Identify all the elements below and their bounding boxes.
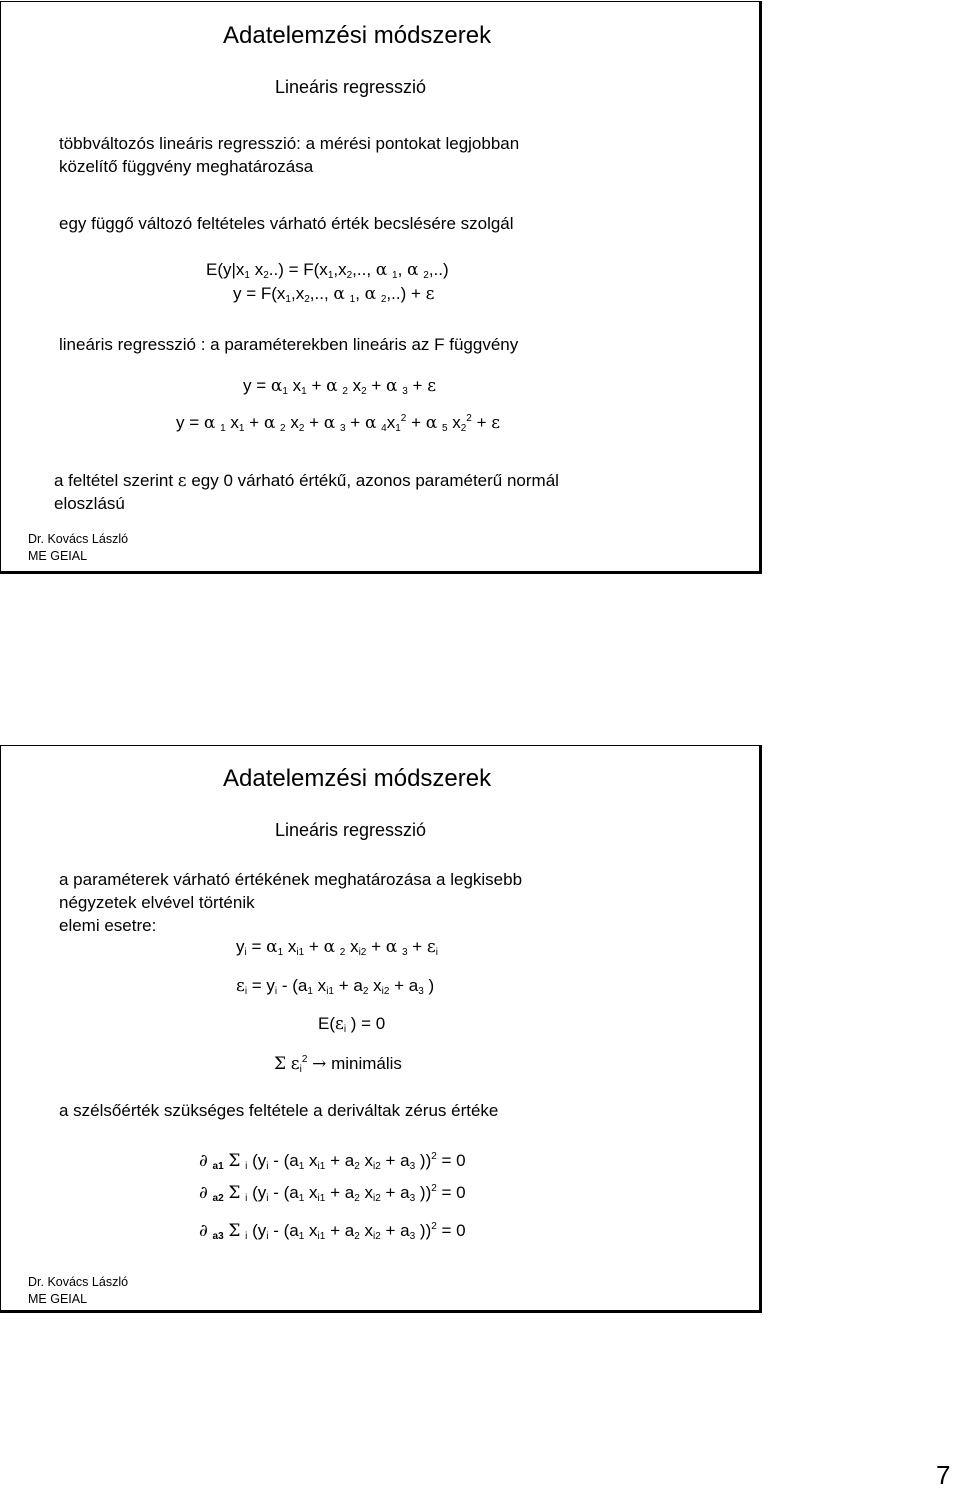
minimal-label: minimális: [331, 1054, 402, 1073]
slide-2-para1-line1: a paraméterek várható értékének meghatározása a legkisebb: [59, 870, 523, 889]
slide-2-title: Adatelemzési módszerek: [223, 765, 492, 792]
para4-part2: egy 0 várható értékű, azonos paraméterű normál: [191, 471, 559, 490]
equation-derivative-a2: ∂ $_{a2}$ Σ $_i$ ($y_i - (a_1$ $x_{i1} + a_2$ $x_{i2} + a_3$ ))$^2$ = 0: [199, 1183, 466, 1204]
slide-2-footer-org: ME GEIAL: [28, 1292, 88, 1306]
page-number: 7: [936, 1460, 951, 1490]
equation-derivative-a1: ∂ $_{a1}$ Σ $_i$ ($y_i - (a_1$ $x_{i1} + a_2$ $x_{i2} + a_3$ ))$^2$ = 0: [199, 1151, 466, 1172]
equation-conditional-expectation: $E(y|x_1$ $x_2..) = F(x_1,x_2$,.., α $_1$, α $_2$,..): [206, 260, 449, 281]
equation-model: $y = F(x_1,x_2$,.., α $_1$, α $_2$,..) + ε: [233, 284, 435, 305]
equation-minimal: Σ $\varepsilon_i^2$ → minimális: [274, 1054, 402, 1075]
equation-residual: $\varepsilon_i = y_i - (a_1$ $x_{i1} + a_2$ $x_{i2} + a_3$ ): [236, 976, 435, 997]
slide-2: [0, 745, 762, 1313]
slide-2-para1-line3: elemi esetre:: [59, 916, 157, 935]
slide-2-footer-name: Dr. Kovács László: [28, 1275, 129, 1289]
slide-1-para4-line2: eloszlású: [54, 494, 125, 513]
equation-elementary: $y_i = \alpha_1$ $x_{i1} + \alpha$ $_2$ $x_{i2} + \alpha$ $_3 + \varepsilon_i$: [236, 937, 438, 958]
slide-1-para2: egy függő változó feltételes várható érték becslésére szolgál: [59, 214, 514, 233]
epsilon-symbol: ε: [177, 471, 187, 491]
slide-1-para3: lineáris regresszió : a paraméterekben lineáris az F függvény: [59, 335, 519, 354]
equation-derivative-a3: ∂ $_{a3}$ Σ $_i$ ($y_i - (a_1$ $x_{i1} + a_2$ $x_{i2} + a_3$ ))$^2$ = 0: [199, 1221, 466, 1242]
slide-1-para4-line1: [54, 471, 559, 491]
slide-2-para1-line2: négyzetek elvével történik: [59, 893, 255, 912]
para4-part1: a feltétel szerint: [54, 471, 174, 490]
equation-expectation-zero: $E(\varepsilon_i$ ) = 0: [318, 1014, 386, 1035]
slide-1-subtitle: Lineáris regresszió: [275, 77, 427, 97]
slide-1-footer-org: ME GEIAL: [28, 549, 88, 563]
slide-1-para1-line2: közelítő függvény meghatározása: [59, 157, 314, 176]
slide-2-para2: a szélsőérték szükséges feltétele a deriváltak zérus értéke: [59, 1101, 499, 1120]
slide-1: [0, 1, 762, 574]
equation-quadratic: y = α $_1$ $x_1 + \alpha$ $_2$ $x_2 + \alpha$ $_3$ + α $_4x_1^2 + \alpha$ $_5$ $x_2^2 + \varepsilon$: [176, 413, 501, 434]
equation-linear: $y = \alpha_1$ $x_1 + \alpha$ $_2$ $x_2 + \alpha$ $_3$ + ε: [243, 376, 437, 397]
slide-1-para1-line1: többváltozós lineáris regresszió: a mérési pontokat legjobban: [59, 134, 520, 153]
slide-1-footer-name: Dr. Kovács László: [28, 532, 129, 546]
slide-2-subtitle: Lineáris regresszió: [275, 820, 427, 840]
slide-1-title: Adatelemzési módszerek: [223, 22, 492, 49]
